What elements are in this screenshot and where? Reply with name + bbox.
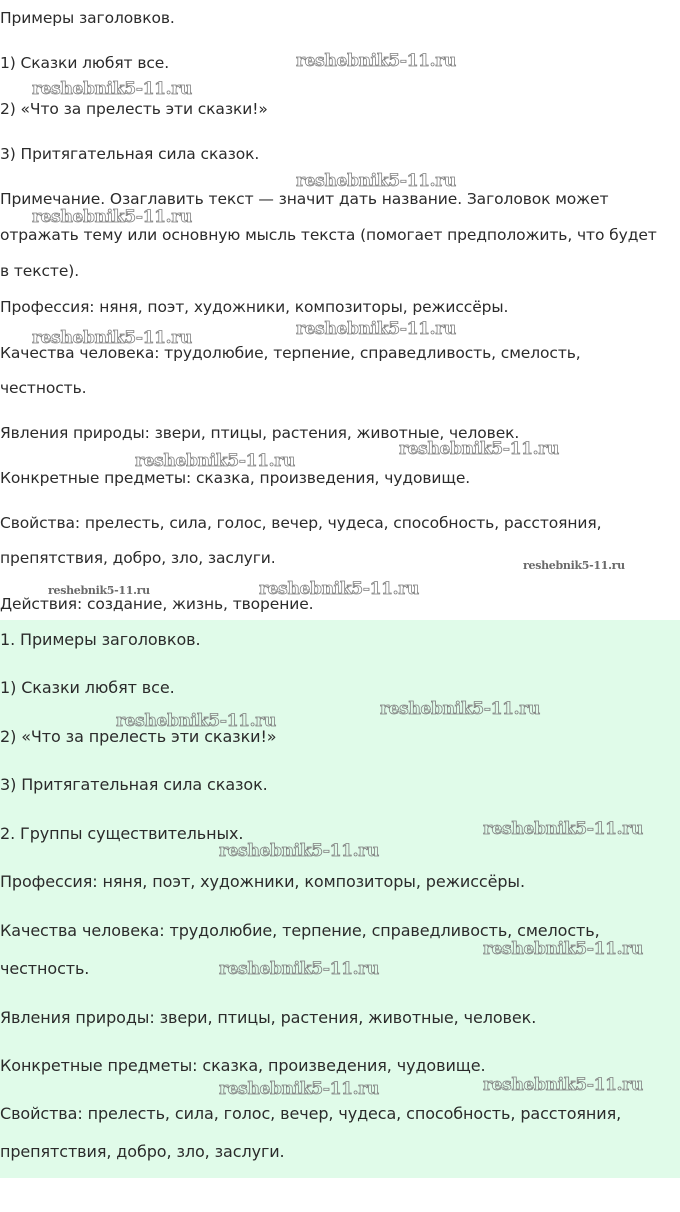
text-line: 1) Сказки любят все.: [0, 54, 170, 72]
text-line: 3) Притягательная сила сказок.: [0, 775, 268, 794]
watermark: reshebnik5-11.ru: [523, 559, 625, 572]
text-line: честность.: [0, 379, 87, 397]
text-line: Конкретные предметы: сказка, произведения, чудовище.: [0, 469, 471, 487]
text-line: честность.: [0, 959, 90, 978]
text-line: Примечание. Озаглавить текст — значит дать название. Заголовок может: [0, 190, 609, 208]
text-line: Явления природы: звери, птицы, растения, животные, человек.: [0, 1008, 537, 1027]
text-line: Свойства: прелесть, сила, голос, вечер, чудеса, способность, расстояния,: [0, 514, 602, 532]
text-line: 3) Притягательная сила сказок.: [0, 145, 260, 163]
text-line: препятствия, добро, зло, заслуги.: [0, 549, 276, 567]
text-line: 2) «Что за прелесть эти сказки!»: [0, 727, 277, 746]
text-line: Профессия: няня, поэт, художники, композиторы, режиссёры.: [0, 298, 509, 316]
text-line: отражать тему или основную мысль текста (помогает предположить, что будет: [0, 226, 657, 244]
text-line: 1) Сказки любят все.: [0, 678, 175, 697]
text-line: Действия: создание, жизнь, творение.: [0, 595, 314, 613]
text-line: 2) «Что за прелесть эти сказки!»: [0, 100, 268, 118]
text-line: препятствия, добро, зло, заслуги.: [0, 1142, 285, 1161]
text-line: Свойства: прелесть, сила, голос, вечер, чудеса, способность, расстояния,: [0, 1104, 622, 1123]
text-line: Конкретные предметы: сказка, произведения, чудовище.: [0, 1056, 486, 1075]
text-line: Качества человека: трудолюбие, терпение, справедливость, смелость,: [0, 344, 581, 362]
text-line: Примеры заголовков.: [0, 9, 175, 27]
answer-section: [0, 620, 680, 1178]
text-line: Профессия: няня, поэт, художники, композиторы, режиссёры.: [0, 872, 525, 891]
text-line: в тексте).: [0, 262, 80, 280]
text-line: 1. Примеры заголовков.: [0, 630, 201, 649]
text-line: Качества человека: трудолюбие, терпение, справедливость, смелость,: [0, 921, 600, 940]
text-line: 2. Группы существительных.: [0, 824, 244, 843]
text-line: Явления природы: звери, птицы, растения, животные, человек.: [0, 424, 520, 442]
watermark: reshebnik5-11.ru: [48, 584, 150, 597]
